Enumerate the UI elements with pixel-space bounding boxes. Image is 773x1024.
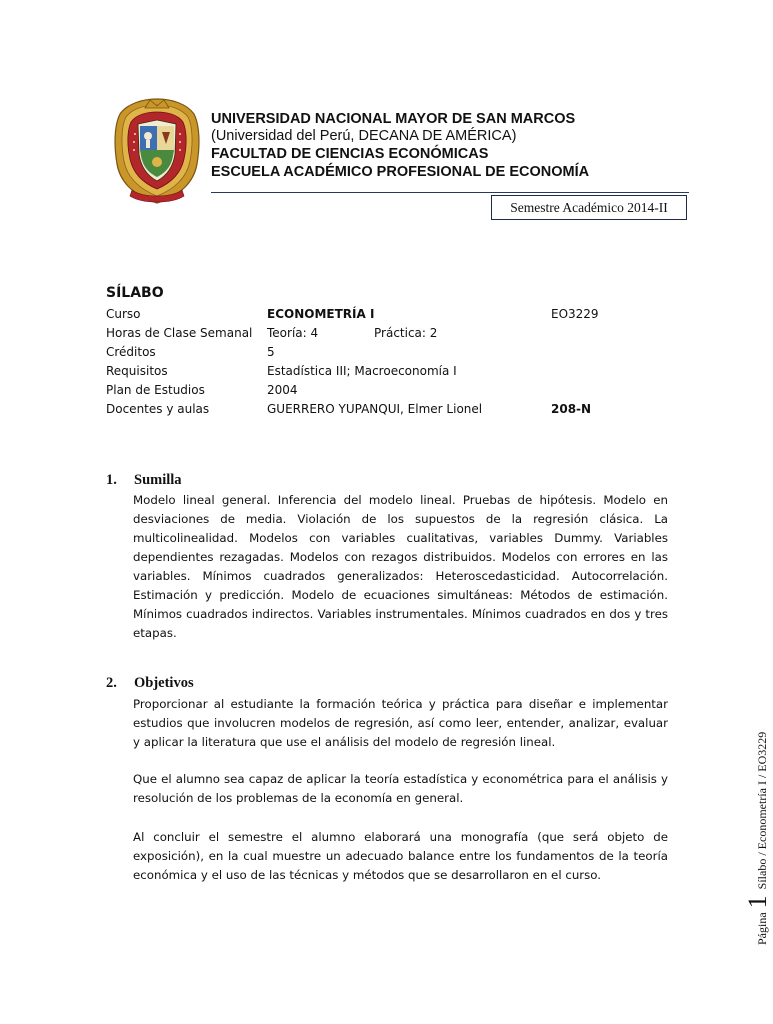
university-crest-icon xyxy=(112,96,202,206)
row-value: ECONOMETRÍA I xyxy=(267,307,375,321)
row-label: Horas de Clase Semanal xyxy=(106,326,253,340)
header-block xyxy=(211,110,589,181)
syllabus-title: SÍLABO xyxy=(106,285,164,301)
row-label: Requisitos xyxy=(106,364,168,378)
faculty-name: FACULTAD DE CIENCIAS ECONÓMICAS xyxy=(211,146,489,162)
row-value: 2004 xyxy=(267,383,298,397)
page-label: Página xyxy=(755,912,769,945)
row-value: GUERRERO YUPANQUI, Elmer Lionel xyxy=(267,402,483,416)
section-paragraph: Que el alumno sea capaz de aplicar la teoría estadística y econométrica para el análisis y resolución de los problemas de la economía en general. xyxy=(133,772,668,805)
row-extra: Práctica: 2 xyxy=(374,326,438,340)
row-value: 5 xyxy=(267,345,275,359)
page-footer xyxy=(743,732,773,945)
row-label: Curso xyxy=(106,307,141,321)
row-label: Créditos xyxy=(106,345,156,359)
school-name: ESCUELA ACADÉMICO PROFESIONAL DE ECONOMÍA xyxy=(211,164,590,180)
row-label: Docentes y aulas xyxy=(106,402,210,416)
header-divider xyxy=(211,192,689,193)
course-code: EO3229 xyxy=(551,307,599,321)
section-number: 2. xyxy=(106,675,117,691)
university-subtitle: (Universidad del Perú, DECANA DE AMÉRICA) xyxy=(211,128,517,144)
row-value: Estadística III; Macroeconomía I xyxy=(267,364,457,378)
page-number: 1 xyxy=(743,895,772,909)
section-title: Sumilla xyxy=(134,472,182,488)
row-label: Plan de Estudios xyxy=(106,383,205,397)
university-name: UNIVERSIDAD NACIONAL MAYOR DE SAN MARCOS xyxy=(211,111,576,127)
section-paragraph: Al concluir el semestre el alumno elaborará una monografía (que será objeto de exposición), en la cual muestre un adecuado balance entre los fundamentos de la teoría económica y el uso de las técnicas y métodos que se desarrollaron en el curso. xyxy=(133,830,668,882)
section-number: 1. xyxy=(106,472,117,488)
row-value: Teoría: 4 xyxy=(267,326,319,340)
section-title: Objetivos xyxy=(134,675,194,691)
classroom-code: 208-N xyxy=(551,402,592,416)
semester-box: Semestre Académico 2014-II xyxy=(491,195,687,220)
section-paragraph: Modelo lineal general. Inferencia del modelo lineal. Pruebas de hipótesis. Modelo en desviaciones de media. Violación de los supuestos de la regresión clásica. La multicolinealidad. Modelos con variables cualitativas, variables Dummy. Variables dependientes rezagadas. Modelos con rezagos distribuidos. Modelos con errores en las variables. Mínimos cuadrados generalizados: Heteroscedasticidad. Autocorrelación. Estimación y predicción. Modelo de ecuaciones simultáneas: Métodos de estimación. Mínimos cuadrados indirectos. Variables instrumentales. Mínimos cuadrados en dos y tres etapas. xyxy=(133,493,668,640)
course-reference: Sílabo / Econometría I / EO3229 xyxy=(755,731,769,890)
section-paragraph: Proporcionar al estudiante la formación teórica y práctica para diseñar e implementar estudios que involucren modelos de regresión, así como leer, entender, analizar, evaluar y aplicar la literatura que use el análisis del modelo de regresión lineal. xyxy=(133,697,668,749)
